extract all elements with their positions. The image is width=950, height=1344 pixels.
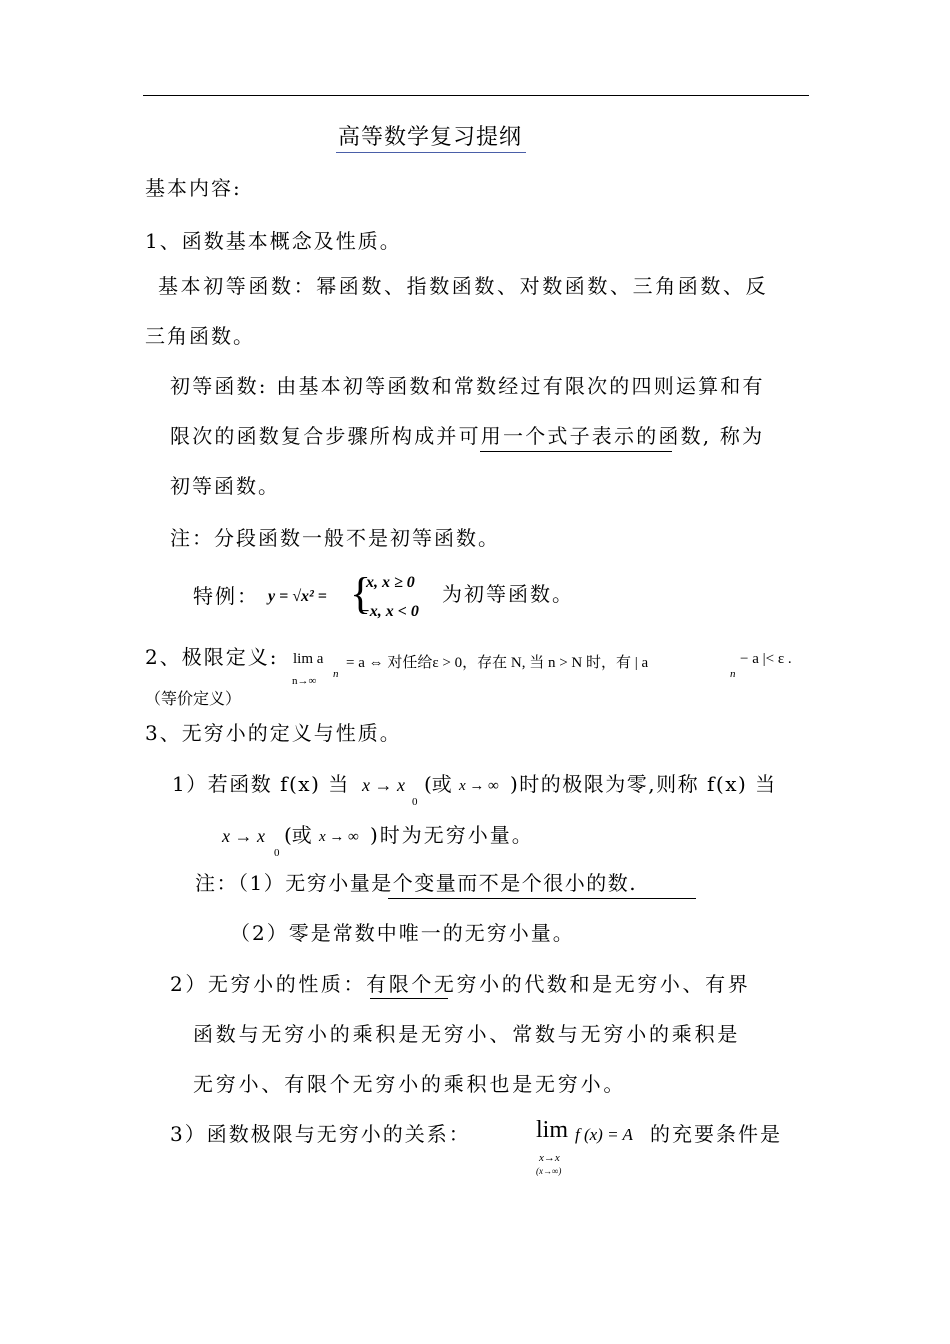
section-1-heading: 1、函数基本概念及性质。 — [145, 229, 402, 253]
example-formula-lhs: y = √x² = — [268, 588, 327, 605]
x-to-inf: x → ∞ — [459, 778, 499, 794]
infinitesimal-note-1: 注：（1）无穷小量是个变量而不是个很小的数. — [195, 871, 638, 895]
example-brace: { — [350, 569, 372, 618]
infinitesimal-def-start: 1）若函数 f(x) 当 — [172, 772, 350, 796]
elementary-def-line-1: 初等函数: 由基本初等函数和常数经过有限次的四则运算和有 — [170, 374, 765, 398]
piecewise-note: 注：分段函数一般不是初等函数。 — [170, 526, 500, 550]
section-3-heading: 3、无穷小的定义与性质。 — [145, 721, 402, 745]
x0-subscript-second: 0 — [274, 847, 280, 859]
example-case-2: −x, x < 0 — [360, 603, 419, 620]
relation-sub-2: (x→∞) — [536, 1166, 562, 1176]
limit-subscript: n→∞ — [292, 675, 317, 687]
header-rule — [143, 95, 809, 96]
x-to-x0: x → x — [362, 775, 405, 795]
basic-content-heading: 基本内容: — [145, 176, 242, 200]
x-to-x0-second: x → x — [222, 826, 265, 846]
or-open: (或 — [424, 772, 452, 796]
infinitesimal-properties-1: 2）无穷小的性质：有限个无穷小的代数和是无穷小、有界 — [170, 972, 751, 996]
elementary-def-underline — [480, 451, 672, 452]
limit-definition: = a ⇔ 对任给ε > 0，存在 N, 当 n > N 时，有 | a — [346, 655, 649, 671]
infinitesimal-def-tail: )时的极限为零,则称 f(x) 当 — [510, 772, 777, 796]
properties-underline — [370, 998, 448, 999]
equivalent-definition: （等价定义） — [145, 689, 242, 708]
relation-tail: 的充要条件是 — [650, 1122, 782, 1146]
infinitesimal-properties-2: 函数与无穷小的乘积是无穷小、常数与无穷小的乘积是 — [193, 1022, 741, 1046]
basic-functions-line-2: 三角函数。 — [145, 324, 255, 348]
elementary-def-line-3: 初等函数。 — [170, 474, 280, 498]
x-to-inf-second: x → ∞ — [319, 829, 359, 845]
relation-sub-1: x→x — [539, 1152, 560, 1164]
elementary-def-line-2: 限次的函数复合步骤所构成并可用一个式子表示的函数, 称为 — [170, 424, 765, 448]
limit-expression: lim a — [293, 651, 324, 667]
infinitesimal-def-end: )时为无穷小量。 — [370, 823, 534, 847]
basic-functions-line-1: 基本初等函数：幂函数、指数函数、对数函数、三角函数、反 — [158, 274, 769, 298]
relation-f-of-x: f (x) = A — [575, 1125, 633, 1144]
example-case-1: x, x ≥ 0 — [366, 574, 415, 591]
x0-subscript: 0 — [412, 796, 418, 808]
limit-def-index: n — [730, 668, 736, 680]
section-2-heading: 2、极限定义: — [145, 645, 279, 669]
title-underline — [336, 152, 526, 153]
limit-index: n — [333, 668, 339, 680]
example-label: 特例： — [193, 584, 259, 608]
infinitesimal-properties-3: 无穷小、有限个无穷小的乘积也是无穷小。 — [193, 1072, 627, 1096]
relation-lim: lim — [536, 1117, 569, 1143]
page-title: 高等数学复习提纲 — [338, 125, 523, 150]
infinitesimal-note-2: （2）零是常数中唯一的无穷小量。 — [230, 921, 575, 945]
limit-infinitesimal-relation: 3）函数极限与无穷小的关系： — [170, 1122, 471, 1146]
or-open-second: (或 — [284, 823, 312, 847]
limit-definition-tail: − a |< ε . — [740, 651, 792, 667]
note-1-underline — [388, 898, 696, 899]
example-tail: 为初等函数。 — [442, 582, 574, 606]
